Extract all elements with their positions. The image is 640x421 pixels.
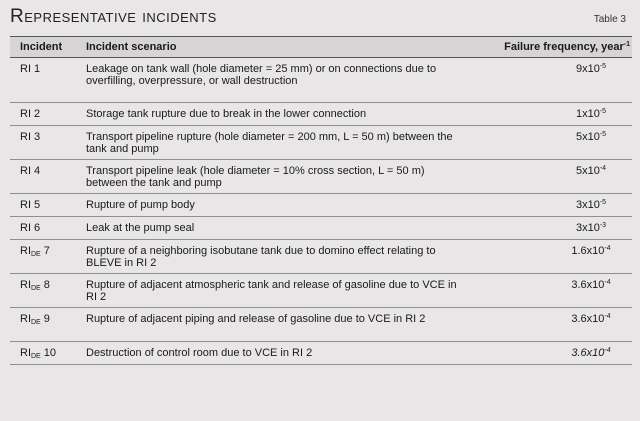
incident-scenario: Transport pipeline leak (hole diameter = 10% cross section, L = 50 m) between the tank and pump: [86, 165, 425, 189]
header-frequency-text: Failure frequency, year: [504, 41, 624, 53]
incident-scenario: Leakage on tank wall (hole diameter = 25 mm) or on connections due to overfilling, overpressure, or wall destruction: [86, 63, 437, 87]
frequency-base: 9x10: [575, 63, 600, 75]
frequency-exponent: -4: [604, 245, 611, 252]
frequency-base: 3.6x10: [571, 313, 605, 325]
table-header: [10, 36, 632, 58]
incident-id: RI 1: [20, 63, 41, 75]
incident-scenario: Storage tank rupture due to break in the lower connection: [86, 108, 367, 120]
table-row: [10, 103, 632, 126]
failure-frequency: [460, 58, 632, 80]
incident-id: RI 5: [20, 199, 41, 211]
table-row: [10, 240, 632, 274]
incident-id: RI 3: [20, 131, 41, 143]
frequency-exponent: -5: [599, 63, 607, 70]
frequency-base: 5x10: [575, 131, 600, 143]
incident-id-number: 10: [43, 347, 57, 359]
frequency-base: 3x10: [575, 199, 600, 211]
frequency-exponent: -5: [599, 108, 607, 115]
incident-id-subscript: DE: [31, 285, 41, 292]
incident-scenario: Transport pipeline rupture (hole diameter = 200 mm, L = 50 m) between the tank and pump: [86, 131, 453, 155]
table-row: [10, 194, 632, 217]
frequency-exponent: -3: [599, 222, 607, 229]
table-row: [10, 58, 632, 103]
failure-frequency: [460, 103, 632, 125]
incident-scenario: Destruction of control room due to VCE in RI 2: [86, 347, 313, 359]
failure-frequency: [460, 240, 632, 262]
table-row: [10, 126, 632, 160]
incident-scenario: Rupture of a neighboring isobutane tank due to domino effect relating to BLEVE in RI 2: [86, 245, 436, 269]
frequency-base: 1.6x10: [571, 245, 605, 257]
failure-frequency: [460, 126, 632, 148]
frequency-base: 3.6x10: [571, 279, 605, 291]
incident-id-subscript: DE: [31, 251, 41, 258]
frequency-exponent: -4: [604, 279, 611, 286]
incident-scenario: Rupture of adjacent piping and release of gasoline due to VCE in RI 2: [86, 313, 426, 325]
incident-id: [10, 308, 80, 334]
incident-id-number: 9: [43, 313, 50, 325]
incident-id: [10, 342, 80, 368]
frequency-exponent: -4: [599, 165, 607, 172]
table-row: [10, 274, 632, 308]
failure-frequency: [460, 308, 632, 330]
incidents-table: [10, 36, 632, 365]
failure-frequency: [460, 194, 632, 216]
incident-id-prefix: RI: [20, 279, 31, 291]
failure-frequency: [460, 274, 632, 296]
table-number: Table 3: [593, 14, 626, 25]
frequency-exponent: -5: [599, 199, 607, 206]
failure-frequency: [460, 160, 632, 182]
header-frequency: [460, 41, 632, 53]
incident-scenario: Leak at the pump seal: [86, 222, 195, 234]
incident-id: RI 6: [20, 222, 41, 234]
incident-id: [10, 274, 80, 300]
incident-id: RI 4: [20, 165, 41, 177]
incident-id-subscript: DE: [31, 353, 41, 360]
frequency-exponent: -4: [604, 313, 611, 320]
frequency-base: 1x10: [575, 108, 600, 120]
frequency-exponent: -4: [604, 347, 611, 354]
header-frequency-sup: -1: [623, 41, 630, 48]
frequency-exponent: -5: [599, 131, 607, 138]
frequency-base: 3x10: [575, 222, 600, 234]
header-scenario: Incident scenario: [86, 41, 177, 53]
frequency-base: 3.6x10: [571, 347, 605, 359]
table-row: [10, 308, 632, 342]
table-row: [10, 160, 632, 194]
incident-scenario: Rupture of adjacent atmospheric tank and release of gasoline due to VCE in RI 2: [86, 279, 457, 303]
incident-id: RI 2: [20, 108, 41, 120]
incident-id: [10, 240, 80, 266]
incident-id-number: 7: [43, 245, 50, 257]
incident-id-prefix: RI: [20, 313, 31, 325]
table-row: [10, 217, 632, 240]
incident-id-prefix: RI: [20, 245, 31, 257]
incident-scenario: Rupture of pump body: [86, 199, 195, 211]
table-row: [10, 342, 632, 365]
failure-frequency: [460, 342, 632, 364]
table-title: Representative incidents: [10, 6, 217, 27]
header-incident: Incident: [20, 41, 63, 53]
incident-id-prefix: RI: [20, 347, 31, 359]
incident-id-number: 8: [43, 279, 50, 291]
failure-frequency: [460, 217, 632, 239]
frequency-base: 5x10: [575, 165, 600, 177]
incident-id-subscript: DE: [31, 319, 41, 326]
